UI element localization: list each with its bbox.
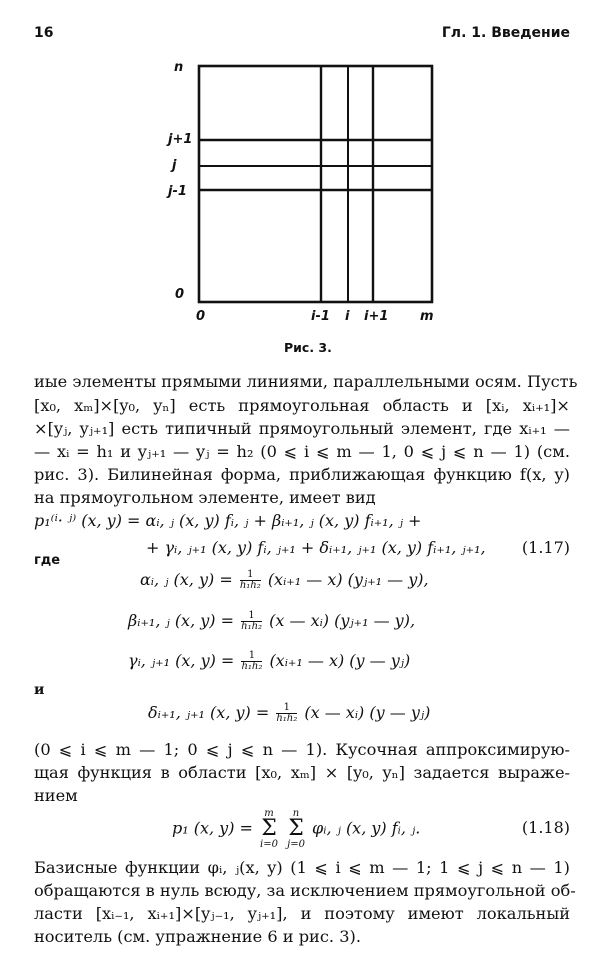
word-where: где xyxy=(34,553,61,568)
sum-over-i: m Σ i=0 xyxy=(260,808,278,850)
gamma-definition: γᵢ, ⱼ₊₁ (x, y) = $\frac{1}{\text{h₁h₂}}$ (xᵢ₊₁ — x) (y — yⱼ) xyxy=(128,650,411,672)
equation-number-1-17: (1.17) xyxy=(521,538,570,557)
running-header: Гл. 1. Введение xyxy=(441,25,570,41)
text-line: (0 ⩽ i ⩽ m — 1; 0 ⩽ j ⩽ n — 1). Кусочная аппроксимирую- xyxy=(34,740,570,759)
label-y-zero: 0 xyxy=(175,287,185,302)
text-line: иые элементы прямыми линиями, параллельными осям. Пусть xyxy=(34,372,578,391)
delta-definition: δᵢ₊₁, ⱼ₊₁ (x, y) = $\frac{1}{\text{h₁h₂}}$ (x — xᵢ) (y — yⱼ) xyxy=(148,702,431,724)
label-m: m xyxy=(420,309,434,324)
text-line: рис. 3). Билинейная форма, приближающая функцию f(x, y) xyxy=(34,465,570,484)
page-number: 16 xyxy=(34,25,54,41)
alpha-definition: αᵢ, ⱼ (x, y) = $\frac{1}{\text{h₁h₂}}$ (xᵢ₊₁ — x) (yⱼ₊₁ — y), xyxy=(140,569,429,591)
text-line: ×[yⱼ, yⱼ₊₁] есть типичный прямоугольный элемент, где xᵢ₊₁ — xyxy=(34,419,570,438)
label-j-minus-1: j-1 xyxy=(168,184,187,199)
label-n: n xyxy=(174,60,184,75)
text-line: нием xyxy=(34,786,78,805)
label-x-zero: 0 xyxy=(196,309,206,324)
domain-rectangle xyxy=(199,66,432,302)
label-i-minus-1: i-1 xyxy=(311,309,330,324)
equation-number-1-18: (1.18) xyxy=(521,818,570,837)
label-j: j xyxy=(172,158,177,173)
text-line: Базисные функции φᵢ, ⱼ(x, y) (1 ⩽ i ⩽ m — 1; 1 ⩽ j ⩽ n — 1) xyxy=(34,858,570,877)
text-line: на прямоугольном элементе, имеет вид xyxy=(34,488,376,507)
text-line: — xᵢ = h₁ и yⱼ₊₁ — yⱼ = h₂ (0 ⩽ i ⩽ m — 1, 0 ⩽ j ⩽ n — 1) (см. xyxy=(34,442,570,461)
word-and: и xyxy=(34,682,45,698)
sum-over-j: n Σ j=0 xyxy=(287,808,305,850)
equation-1-18: p₁ (x, y) = m Σ i=0 n Σ j=0 φᵢ, ⱼ (x, y) fᵢ, ⱼ. xyxy=(172,808,421,850)
equation-1-17-line-1: p₁⁽ⁱ· ʲ⁾ (x, y) = αᵢ, ⱼ (x, y) fᵢ, ⱼ + βᵢ₊₁, ⱼ (x, y) fᵢ₊₁, ⱼ + xyxy=(34,511,422,530)
figure-caption: Рис. 3. xyxy=(284,340,332,355)
equation-1-17-line-2: + γᵢ, ⱼ₊₁ (x, y) fᵢ, ⱼ₊₁ + δᵢ₊₁, ⱼ₊₁ (x, y) fᵢ₊₁, ⱼ₊₁, xyxy=(146,538,486,557)
text-line: щая функция в области [x₀, xₘ] × [y₀, yₙ] задается выраже- xyxy=(34,763,570,782)
text-line: [x₀, xₘ]×[y₀, yₙ] есть прямоугольная область и [xᵢ, xᵢ₊₁]× xyxy=(34,396,570,415)
label-j-plus-1: j+1 xyxy=(168,132,193,147)
text-line: носитель (см. упражнение 6 и рис. 3). xyxy=(34,927,361,946)
text-line: обращаются в нуль всюду, за исключением прямоугольной об- xyxy=(34,881,576,900)
grid-figure xyxy=(0,0,600,330)
beta-definition: βᵢ₊₁, ⱼ (x, y) = $\frac{1}{\text{h₁h₂}}$ (x — xᵢ) (yⱼ₊₁ — y), xyxy=(128,610,416,632)
text-line: ласти [xᵢ₋₁, xᵢ₊₁]×[yⱼ₋₁, yⱼ₊₁], и поэтому имеют локальный xyxy=(34,904,570,923)
label-i: i xyxy=(345,309,350,324)
label-i-plus-1: i+1 xyxy=(364,309,389,324)
